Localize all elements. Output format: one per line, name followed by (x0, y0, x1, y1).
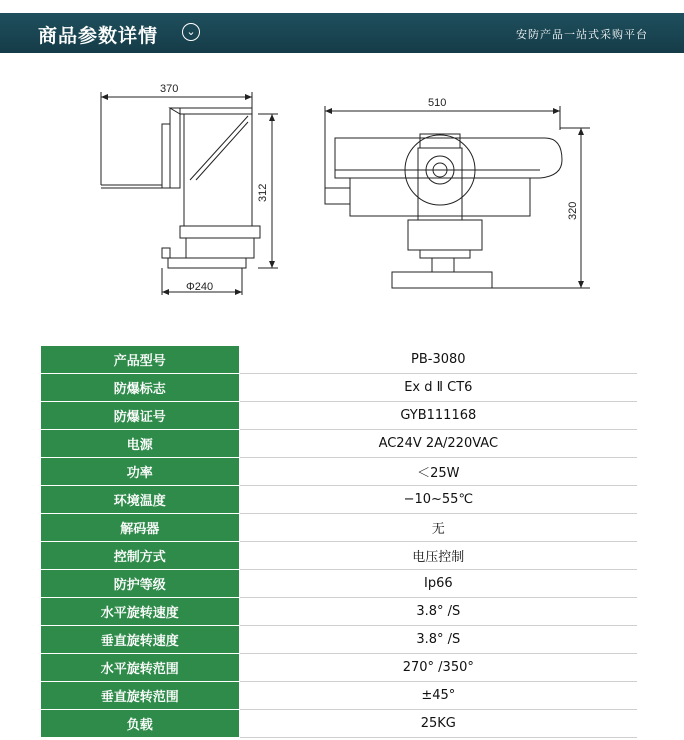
spec-label: 防爆标志 (41, 374, 239, 402)
section-header (0, 13, 684, 53)
spec-label: 水平旋转范围 (41, 654, 239, 682)
dim-width-right: 510 (428, 97, 447, 109)
spec-value: PB-3080 (239, 346, 637, 374)
table-row (41, 374, 637, 402)
spec-value: 电压控制 (239, 542, 637, 570)
table-row (41, 514, 637, 542)
spec-value: Ex d Ⅱ CT6 (239, 374, 637, 402)
section-title: 商品参数详情 (38, 25, 159, 47)
table-row (41, 346, 637, 374)
spec-label: 负载 (41, 710, 239, 738)
spec-value: −10~55℃ (239, 486, 637, 514)
spec-label: 控制方式 (41, 542, 239, 570)
spec-label: 产品型号 (41, 346, 239, 374)
spec-value: ＜25W (239, 458, 637, 486)
table-row (41, 682, 637, 710)
spec-label: 功率 (41, 458, 239, 486)
table-row (41, 486, 637, 514)
spec-value: 3.8° /S (239, 626, 637, 654)
spec-value: AC24V 2A/220VAC (239, 430, 637, 458)
table-row (41, 430, 637, 458)
table-row (41, 458, 637, 486)
spec-value: 25KG (239, 710, 637, 738)
chevron-down-icon[interactable]: ⌄ (182, 23, 200, 41)
dim-height-left: 312 (257, 183, 269, 202)
spec-value: GYB111168 (239, 402, 637, 430)
table-row (41, 598, 637, 626)
spec-label: 水平旋转速度 (41, 598, 239, 626)
spec-value: 无 (239, 514, 637, 542)
header-slogan: 安防产品一站式采购平台 (516, 28, 648, 41)
dim-width-left: 370 (160, 83, 179, 95)
spec-label: 电源 (41, 430, 239, 458)
table-row (41, 654, 637, 682)
spec-label: 防爆证号 (41, 402, 239, 430)
table-row (41, 710, 637, 738)
right-view-outline (325, 106, 590, 288)
left-view-outline (101, 92, 278, 295)
spec-label: 防护等级 (41, 570, 239, 598)
spec-value: 3.8° /S (239, 598, 637, 626)
spec-label: 垂直旋转范围 (41, 682, 239, 710)
table-row (41, 570, 637, 598)
table-row (41, 542, 637, 570)
table-row (41, 626, 637, 654)
spec-table (41, 346, 637, 738)
spec-label: 解码器 (41, 514, 239, 542)
spec-value: 270° /350° (239, 654, 637, 682)
spec-value: Ip66 (239, 570, 637, 598)
spec-label: 垂直旋转速度 (41, 626, 239, 654)
dim-height-right: 320 (567, 201, 579, 220)
dimension-drawing (0, 70, 684, 310)
dim-base-left: Φ240 (186, 281, 214, 293)
spec-label: 环境温度 (41, 486, 239, 514)
spec-value: ±45° (239, 682, 637, 710)
table-row (41, 402, 637, 430)
